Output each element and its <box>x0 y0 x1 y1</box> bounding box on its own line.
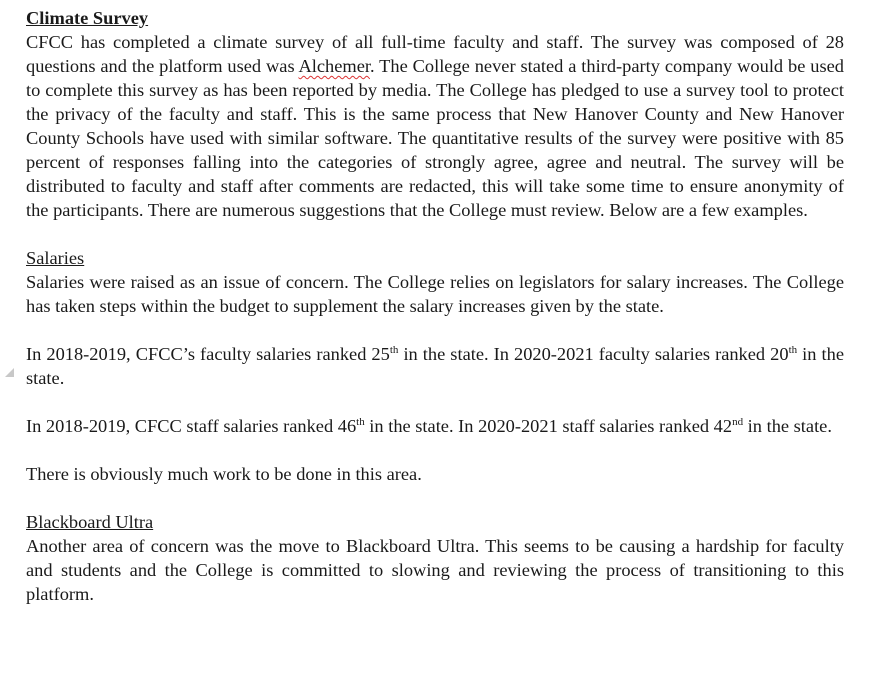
document-title: Climate Survey <box>26 8 149 28</box>
spellcheck-flagged-word[interactable]: Alchemer <box>298 56 370 76</box>
ordinal-suffix: th <box>788 344 798 356</box>
salaries-closing: There is obviously much work to be done in this area. <box>26 464 422 484</box>
document-body <box>26 6 844 606</box>
staff-salary-text: in the state. <box>743 416 832 436</box>
faculty-salary-text: In 2018-2019, CFCC’s faculty salaries ranked 25 <box>26 344 390 364</box>
ordinal-suffix: nd <box>732 416 744 428</box>
paragraph-spacer <box>26 222 844 246</box>
intro-paragraph <box>26 30 844 222</box>
ordinal-suffix: th <box>356 416 365 428</box>
intro-text-part2: . The College never stated a third-party company would be used to complete this survey as has been reported by media. The College has pledged to use a survey tool to protect the privacy of the faculty and staff. This is the same process that New Hanover County and New Hanover County Schools have used with similar software. The quantitative results of the survey were positive with 85 percent of responses falling into the categories of strongly agree, agree and neutral. The survey will be distributed to faculty and staff after comments are redacted, this will take some time to ensure anonymity of the participants. There are numerous suggestions that the College must review. Below are a few examples. <box>26 56 844 220</box>
faculty-salary-paragraph <box>26 342 844 390</box>
blackboard-paragraph: Another area of concern was the move to Blackboard Ultra. This seems to be causing a hardship for faculty and students and the College is committed to slowing and reviewing the process of transitioning to this platform. <box>26 536 844 604</box>
paragraph-spacer <box>26 486 844 510</box>
faculty-salary-text: in the state. In 2020-2021 faculty salaries ranked 20 <box>398 344 789 364</box>
paragraph-spacer <box>26 438 844 462</box>
staff-salary-paragraph <box>26 414 844 438</box>
paragraph-marker-icon <box>5 368 14 377</box>
intro-text-part1: CFCC has completed a climate survey of all full-time faculty and staff. The survey was composed of 28 questions and the platform used was <box>26 32 844 76</box>
salaries-heading: Salaries <box>26 248 85 268</box>
ordinal-suffix: th <box>389 344 399 356</box>
salaries-paragraph: Salaries were raised as an issue of concern. The College relies on legislators for salary increases. The College has taken steps within the budget to supplement the salary increases given by the state. <box>26 272 844 316</box>
paragraph-spacer <box>26 390 844 414</box>
staff-salary-text: in the state. In 2020-2021 staff salaries ranked 42 <box>364 416 733 436</box>
paragraph-spacer <box>26 318 844 342</box>
blackboard-heading: Blackboard Ultra <box>26 512 154 532</box>
staff-salary-text: In 2018-2019, CFCC staff salaries ranked 46 <box>26 416 357 436</box>
faculty-salary-text: in the state. <box>26 344 844 388</box>
